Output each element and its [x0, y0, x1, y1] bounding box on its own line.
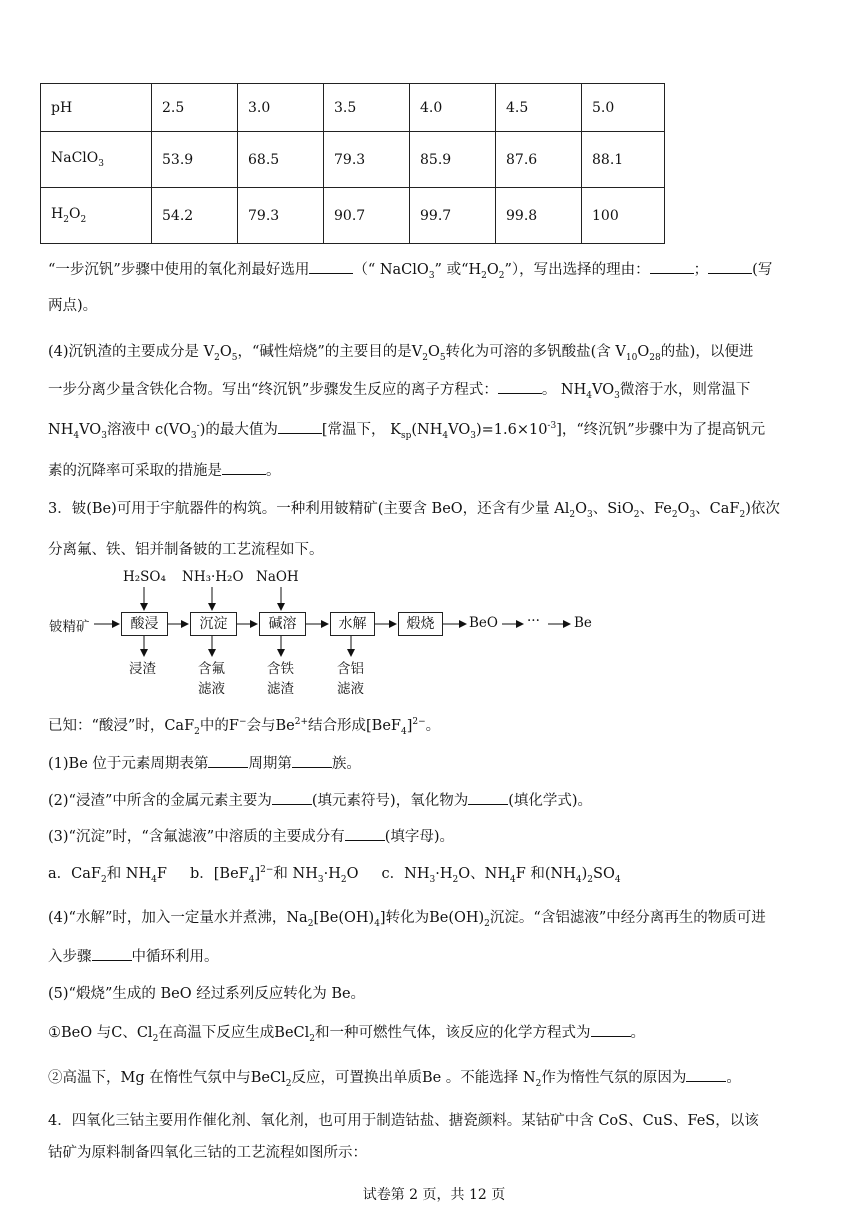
output-label: 滤渣 — [267, 681, 294, 697]
problem4-line1: 4．四氧化三钴主要用作催化剂、氧化剂，也可用于制造钴盐、搪瓷颜料。某钴矿中含 CoS、CuS、FeS，以该 — [48, 1113, 759, 1129]
known-condition: 已知：“酸浸”时，CaF$_2$中的F−会与$Be^{2+}$结合形成$[BeF_4]^{2-}$。 — [48, 717, 441, 737]
problem3-intro-line1: 3．铍(Be)可用于宇航器件的构筑。一种利用铍精矿(主要含 BeO，还含有少量 $Al_2O_3$、SiO$_2$、$Fe_2O_3$、CaF$_2$)依次 — [48, 501, 780, 520]
table-row — [41, 84, 665, 132]
table-cell: 2.5 — [152, 84, 238, 132]
flow-step-box: 煅烧 — [398, 612, 443, 636]
question-3-options — [48, 862, 621, 885]
output-label: 含铁 — [267, 661, 294, 677]
table-cell: 3.5 — [324, 84, 410, 132]
table-cell: 4.0 — [410, 84, 496, 132]
table-cell: 99.8 — [496, 188, 582, 244]
table-cell: 85.9 — [410, 132, 496, 188]
page-footer: 试卷第 2 页，共 12 页 — [362, 1187, 506, 1203]
question-2: (2)“浸渣”中所含的金属元素主要为 (填元素符号)，氧化物为 (填化学式)。 — [48, 793, 593, 809]
output-label: 含氟 — [198, 661, 225, 677]
q4-vanadium-line2: 一步分离少量含铁化合物。写出“终沉钒”步骤发生反应的离子方程式： 。 $NH_4VO_3$微溶于水，则常温下 — [48, 382, 751, 401]
question-5: (5)“煅烧”生成的 BeO 经过系列反应转化为 Be。 — [48, 986, 366, 1002]
table-cell: 4.5 — [496, 84, 582, 132]
output-label: 浸渣 — [129, 661, 156, 677]
option-b: b．$[BeF_4]^{2-}$和 $NH_3\cdot H_2O$ — [189, 865, 359, 885]
table-cell: 68.5 — [238, 132, 324, 188]
question-4-line1: (4)“水解”时，加入一定量水并煮沸，$Na_2[Be(OH)_4]$转化为$Be(OH)_2$沉淀。“含铝滤液”中经分离再生的物质可进 — [48, 910, 766, 929]
oxidant-question-line1: “一步沉钒”步骤中使用的氧化剂最好选用 （“ NaClO$_3$” 或“$H_2O_2$”），写出选择的理由： ； (写 — [48, 262, 773, 281]
question-4-line2: 入步骤 中循环利用。 — [48, 949, 219, 965]
table-cell: 79.3 — [324, 132, 410, 188]
question-1: (1)Be 位于元素周期表第 周期第 族。 — [48, 756, 361, 772]
flow-final-label: Be — [574, 615, 592, 631]
flow-ellipsis: ··· — [527, 613, 540, 629]
flow-step-box: 水解 — [330, 612, 375, 636]
flow-start-label: 铍精矿 — [49, 619, 90, 635]
table-row — [41, 188, 665, 244]
flow-step-box: 碱溶 — [259, 612, 306, 636]
q4-vanadium-line3: $NH_4VO_3$溶液中 $c(VO_3^-)$的最大值为 [常温下， $K_{sp}(NH_4VO_3)=1.6\times 10^{-3}$]，“终沉钒”步骤中为了提高钒元 — [48, 421, 766, 441]
question-5-1: ①BeO 与C、$Cl_2$在高温下反应生成BeCl$_2$和一种可燃性气体，该反应的化学方程式为 。 — [48, 1025, 645, 1044]
table-cell: 3.0 — [238, 84, 324, 132]
table-cell: 54.2 — [152, 188, 238, 244]
q4-vanadium-line4: 素的沉降率可采取的措施是 。 — [48, 463, 281, 479]
table-cell: 79.3 — [238, 188, 324, 244]
table-cell: 5.0 — [582, 84, 665, 132]
table-cell: pH — [41, 84, 152, 132]
oxidant-question-line2: 两点)。 — [48, 298, 98, 314]
table-cell: NaClO$_3$ — [41, 132, 152, 188]
table-cell: $H_2O_2$ — [41, 188, 152, 244]
reagent-label: NaOH — [256, 569, 299, 585]
table-row — [41, 132, 665, 188]
ph-yield-table — [40, 83, 665, 244]
problem3-intro-line2: 分离氟、铁、铝并制备铍的工艺流程如下。 — [48, 542, 324, 558]
table-cell: 53.9 — [152, 132, 238, 188]
table-cell: 90.7 — [324, 188, 410, 244]
flow-product-label: BeO — [469, 615, 498, 631]
option-c: c．$NH_3\cdot H_2O$、$NH_4F$ 和$(NH_4)_2SO_4$ — [381, 866, 621, 885]
q4-vanadium-line1: (4)沉钒渣的主要成分是 $V_2O_5$，“碱性焙烧”的主要目的是$V_2O_5$转化为可溶的多钒酸盐(含 $V_{10}O_{28}$的盐)，以便进 — [48, 344, 754, 363]
reagent-label: NH₃·H₂O — [182, 569, 244, 585]
reagent-label: H₂SO₄ — [123, 569, 166, 585]
table-cell: 87.6 — [496, 132, 582, 188]
question-5-2: ②高温下，Mg 在惰性气氛中与BeCl$_2$反应，可置换出单质Be 。不能选择 $N_2$作为惰性气氛的原因为 。 — [48, 1070, 741, 1089]
table-cell: 100 — [582, 188, 665, 244]
flow-step-box: 酸浸 — [121, 612, 168, 636]
flow-step-box: 沉淀 — [190, 612, 237, 636]
output-label: 滤液 — [337, 681, 364, 697]
option-a: a．CaF$_2$和 $NH_4F$ — [48, 866, 167, 885]
output-label: 含铝 — [337, 661, 364, 677]
output-label: 滤液 — [198, 681, 225, 697]
question-3: (3)“沉淀”时，“含氟滤液”中溶质的主要成分有 (填字母)。 — [48, 829, 455, 845]
problem4-line2: 钴矿为原料制备四氧化三钴的工艺流程如图所示： — [48, 1145, 367, 1161]
table-cell: 99.7 — [410, 188, 496, 244]
table-cell: 88.1 — [582, 132, 665, 188]
